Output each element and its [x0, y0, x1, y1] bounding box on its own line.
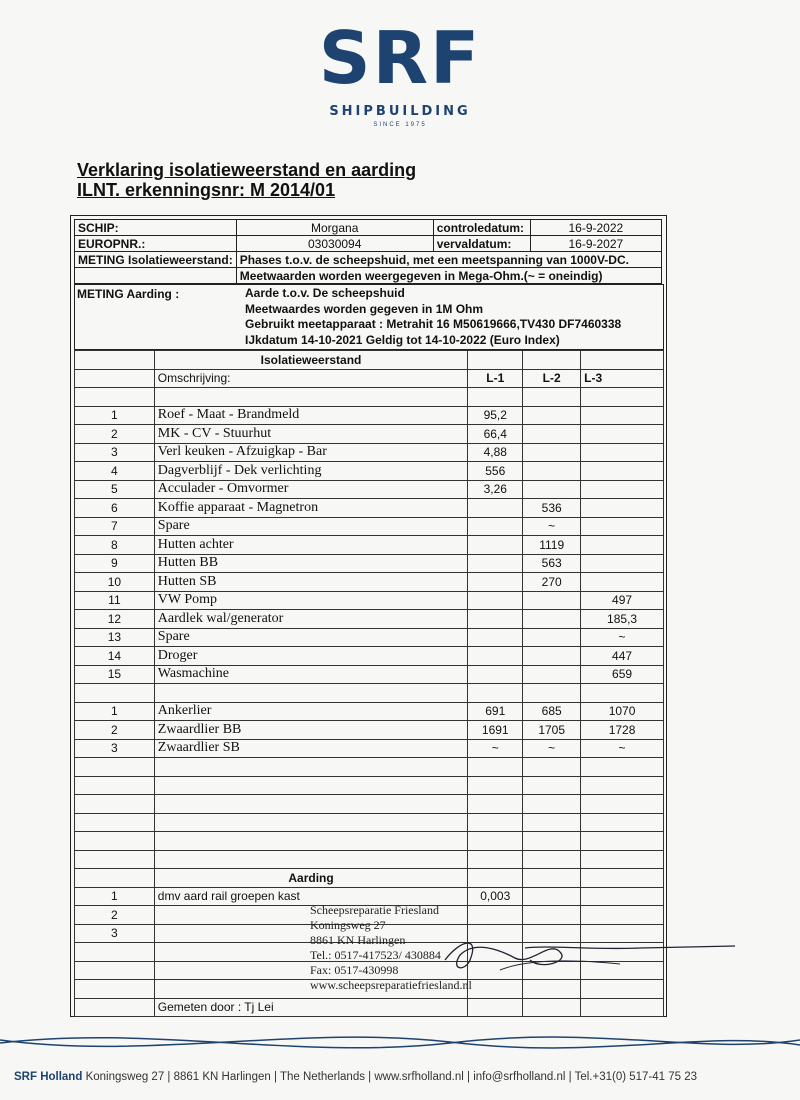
value-l3: 447: [581, 647, 664, 666]
value-l2: [523, 425, 581, 444]
value-l2: [523, 480, 581, 499]
table-cell: [468, 351, 523, 370]
table-cell: [523, 887, 581, 906]
value-l1: 1691: [468, 721, 523, 740]
row-number: 1: [75, 406, 155, 425]
value-l3: [581, 406, 664, 425]
value-l3: 659: [581, 665, 664, 684]
table-row: [75, 351, 664, 370]
table-cell: [75, 998, 155, 1017]
table-row: [75, 462, 664, 481]
table-row: [75, 425, 664, 444]
table-cell: [75, 943, 155, 962]
value-l1: [468, 499, 523, 518]
aarding-description: dmv aard rail groepen kast: [154, 887, 468, 906]
value-l3: 185,3: [581, 610, 664, 629]
value-l1: [468, 647, 523, 666]
value-l2: [523, 647, 581, 666]
value-l2: [523, 591, 581, 610]
value-l1: 691: [468, 702, 523, 721]
table-row: [75, 628, 664, 647]
table-cell: [154, 795, 468, 814]
table-cell: [581, 813, 664, 832]
logo-since: SINCE 1975: [373, 122, 427, 128]
value-l1: [468, 536, 523, 555]
value-l3: [581, 536, 664, 555]
stamp-line: 8861 KN Harlingen: [310, 933, 406, 947]
row-number: 8: [75, 536, 155, 555]
row-description: Acculader - Omvormer: [154, 480, 468, 499]
table-cell: [581, 351, 664, 370]
row-number: 3: [75, 443, 155, 462]
table-cell: [523, 684, 581, 703]
table-row: [75, 813, 664, 832]
verval-value: 16-9-2027: [530, 236, 661, 252]
table-row: [75, 739, 664, 758]
table-row: [75, 443, 664, 462]
table-cell: [154, 776, 468, 795]
document-subtitle: ILNT. erkenningsnr: M 2014/01: [77, 180, 336, 200]
value-l3: 1728: [581, 721, 664, 740]
table-cell: [75, 795, 155, 814]
value-l3: ~: [581, 739, 664, 758]
value-l1: 66,4: [468, 425, 523, 444]
table-cell: [523, 813, 581, 832]
table-cell: [154, 758, 468, 777]
row-description: Spare: [154, 517, 468, 536]
table-cell: [581, 758, 664, 777]
value-l2: 563: [523, 554, 581, 573]
table-cell: [75, 388, 155, 407]
schip-value: Morgana: [236, 220, 433, 236]
company-logo: SRF: [318, 16, 482, 100]
value-l3: [581, 443, 664, 462]
stamp-line: Fax: 0517-430998: [310, 963, 399, 977]
table-cell: [523, 980, 581, 999]
value-l1: [468, 665, 523, 684]
table-cell: [523, 776, 581, 795]
table-cell: [468, 795, 523, 814]
col-l2: L-2: [523, 369, 581, 388]
row-number: 9: [75, 554, 155, 573]
value-l3: 1070: [581, 702, 664, 721]
header-table: [74, 219, 662, 284]
row-number: 13: [75, 628, 155, 647]
value-l1: [468, 591, 523, 610]
row-description: MK - CV - Stuurhut: [154, 425, 468, 444]
value-l2: 270: [523, 573, 581, 592]
value-l1: 3,26: [468, 480, 523, 499]
table-cell: [468, 998, 523, 1017]
value-l2: [523, 610, 581, 629]
stamp-line: Tel.: 0517-417523/ 430884: [310, 948, 441, 962]
value-l2: 1705: [523, 721, 581, 740]
table-row: [75, 610, 664, 629]
table-cell: [75, 869, 155, 888]
table-row: [75, 869, 664, 888]
value-l2: ~: [523, 517, 581, 536]
row-number: 10: [75, 573, 155, 592]
value-l3: ~: [581, 628, 664, 647]
aarding-info-line2: Meetwaardes worden gegeven in 1M Ohm: [245, 301, 484, 316]
table-cell: [581, 388, 664, 407]
row-description: Droger: [154, 647, 468, 666]
blank-cell: [75, 268, 237, 284]
value-l2: [523, 628, 581, 647]
table-cell: [468, 758, 523, 777]
table-row: [75, 647, 664, 666]
value-l3: [581, 499, 664, 518]
table-row: [75, 591, 664, 610]
aarding-title: Aarding: [154, 869, 468, 888]
value-l3: [581, 517, 664, 536]
meting-iso-label: METING Isolatieweerstand:: [75, 252, 237, 268]
table-cell: [75, 351, 155, 370]
row-number: 6: [75, 499, 155, 518]
col-l3: L-3: [581, 369, 664, 388]
row-description: Verl keuken - Afzuigkap - Bar: [154, 443, 468, 462]
controle-value: 16-9-2022: [530, 220, 661, 236]
table-cell: [75, 758, 155, 777]
table-cell: [581, 795, 664, 814]
row-number: 11: [75, 591, 155, 610]
row-number: 1: [75, 887, 155, 906]
row-number: 3: [75, 924, 155, 943]
row-description: Koffie apparaat - Magnetron: [154, 499, 468, 518]
aarding-info-label: METING Aarding :: [77, 287, 180, 301]
row-number: 15: [75, 665, 155, 684]
table-cell: [468, 850, 523, 869]
row-description: Ankerlier: [154, 702, 468, 721]
document-title: Verklaring isolatieweerstand en aarding: [77, 160, 417, 180]
table-row: [75, 850, 664, 869]
table-cell: [468, 980, 523, 999]
table-cell: [468, 388, 523, 407]
europnr-value: 03030094: [236, 236, 433, 252]
row-number: 3: [75, 739, 155, 758]
aarding-info-line3: Gebruikt meetapparaat : Metrahit 16 M50619666,TV430 DF7460338: [245, 317, 622, 331]
row-number: 2: [75, 721, 155, 740]
footer: [14, 1071, 697, 1083]
table-cell: [468, 776, 523, 795]
table-row: [75, 369, 664, 388]
value-l1: 95,2: [468, 406, 523, 425]
row-number: 7: [75, 517, 155, 536]
aarding-info-line4: IJkdatum 14-10-2021 Geldig tot 14-10-2022 (Euro Index): [245, 332, 560, 347]
row-number: 14: [75, 647, 155, 666]
aarding-info-block: [74, 284, 664, 350]
row-number: 4: [75, 462, 155, 481]
table-cell: [581, 998, 664, 1017]
row-description: Dagverblijf - Dek verlichting: [154, 462, 468, 481]
meting-iso-line1: Phases t.o.v. de scheepshuid, met een meetspanning van 1000V-DC.: [236, 252, 661, 268]
aarding-value: [468, 906, 523, 925]
table-row: [75, 702, 664, 721]
value-l3: [581, 573, 664, 592]
value-l1: [468, 573, 523, 592]
table-row: [75, 499, 664, 518]
aarding-info-line1: Aarde t.o.v. De scheepshuid: [245, 286, 405, 300]
table-row: [75, 998, 664, 1017]
europnr-label: EUROPNR.:: [75, 236, 237, 252]
value-l2: [523, 443, 581, 462]
value-l1: 556: [468, 462, 523, 481]
table-row: [75, 832, 664, 851]
value-l1: [468, 517, 523, 536]
row-number: 12: [75, 610, 155, 629]
table-row: [75, 795, 664, 814]
footer-company: SRF Holland: [14, 1071, 83, 1083]
table-cell: [154, 813, 468, 832]
table-cell: [523, 869, 581, 888]
table-cell: [581, 906, 664, 925]
table-cell: [75, 684, 155, 703]
value-l1: [468, 628, 523, 647]
logo-tagline: SHIPBUILDING: [329, 104, 471, 119]
table-cell: [581, 776, 664, 795]
table-cell: [523, 758, 581, 777]
row-description: VW Pomp: [154, 591, 468, 610]
row-description: Hutten BB: [154, 554, 468, 573]
table-cell: [523, 832, 581, 851]
value-l2: [523, 665, 581, 684]
table-row: [75, 573, 664, 592]
row-number: 1: [75, 702, 155, 721]
table-cell: [468, 684, 523, 703]
gemeten-door: Gemeten door : Tj Lei: [154, 998, 468, 1017]
aarding-value: 0,003: [468, 887, 523, 906]
table-cell: [468, 832, 523, 851]
value-l2: 536: [523, 499, 581, 518]
table-cell: [75, 832, 155, 851]
value-l3: [581, 480, 664, 499]
row-description: Roef - Maat - Brandmeld: [154, 406, 468, 425]
section-title: Isolatieweerstand: [154, 351, 468, 370]
table-cell: [523, 795, 581, 814]
table-cell: [154, 832, 468, 851]
row-description: Spare: [154, 628, 468, 647]
table-cell: [468, 869, 523, 888]
table-cell: [75, 369, 155, 388]
table-row: [75, 536, 664, 555]
schip-label: SCHIP:: [75, 220, 237, 236]
value-l1: [468, 610, 523, 629]
row-number: 2: [75, 425, 155, 444]
stamp-line: Scheepsreparatie Friesland: [310, 903, 439, 917]
row-description: Zwaardlier BB: [154, 721, 468, 740]
table-row: [75, 665, 664, 684]
signature: [440, 930, 740, 980]
table-cell: [523, 906, 581, 925]
table-cell: [154, 388, 468, 407]
value-l2: ~: [523, 739, 581, 758]
value-l2: 685: [523, 702, 581, 721]
table-cell: [523, 998, 581, 1017]
table-row: [75, 480, 664, 499]
value-l3: [581, 425, 664, 444]
row-description: Zwaardlier SB: [154, 739, 468, 758]
table-row: [75, 684, 664, 703]
table-cell: [523, 351, 581, 370]
table-cell: [581, 850, 664, 869]
table-cell: [75, 813, 155, 832]
table-row: [75, 517, 664, 536]
table-cell: [581, 684, 664, 703]
desc-header: Omschrijving:: [154, 369, 468, 388]
table-cell: [523, 850, 581, 869]
stamp-line: Koningsweg 27: [310, 918, 386, 932]
table-row: [75, 721, 664, 740]
footer-wave-decoration: [0, 1025, 800, 1060]
table-cell: [75, 961, 155, 980]
row-description: Hutten achter: [154, 536, 468, 555]
table-cell: [468, 813, 523, 832]
value-l2: [523, 462, 581, 481]
row-number: 2: [75, 906, 155, 925]
table-cell: [581, 887, 664, 906]
table-cell: [75, 776, 155, 795]
value-l3: [581, 554, 664, 573]
row-number: 5: [75, 480, 155, 499]
value-l1: [468, 554, 523, 573]
table-cell: [523, 388, 581, 407]
value-l2: 1119: [523, 536, 581, 555]
verval-label: vervaldatum:: [433, 236, 530, 252]
table-cell: [581, 832, 664, 851]
value-l3: [581, 462, 664, 481]
table-row: [75, 776, 664, 795]
table-cell: [75, 850, 155, 869]
table-row: [75, 406, 664, 425]
row-description: Aardlek wal/generator: [154, 610, 468, 629]
table-cell: [581, 869, 664, 888]
value-l1: ~: [468, 739, 523, 758]
table-cell: [581, 980, 664, 999]
footer-details: Koningsweg 27 | 8861 KN Harlingen | The Netherlands | www.srfholland.nl | info@srfholland.nl | Tel.+31(0) 517-41 75 23: [85, 1071, 698, 1083]
controle-label: controledatum:: [433, 220, 530, 236]
stamp-line: www.scheepsreparatiefriesland.nl: [310, 978, 472, 992]
table-cell: [154, 684, 468, 703]
table-row: [75, 758, 664, 777]
row-description: Wasmachine: [154, 665, 468, 684]
value-l3: 497: [581, 591, 664, 610]
col-l1: L-1: [468, 369, 523, 388]
value-l1: 4,88: [468, 443, 523, 462]
meting-iso-line2: Meetwaarden worden weergegeven in Mega-Ohm.(~ = oneindig): [236, 268, 661, 284]
table-row: [75, 554, 664, 573]
table-cell: [75, 980, 155, 999]
table-row: [75, 388, 664, 407]
value-l2: [523, 406, 581, 425]
row-description: Hutten SB: [154, 573, 468, 592]
table-cell: [154, 850, 468, 869]
